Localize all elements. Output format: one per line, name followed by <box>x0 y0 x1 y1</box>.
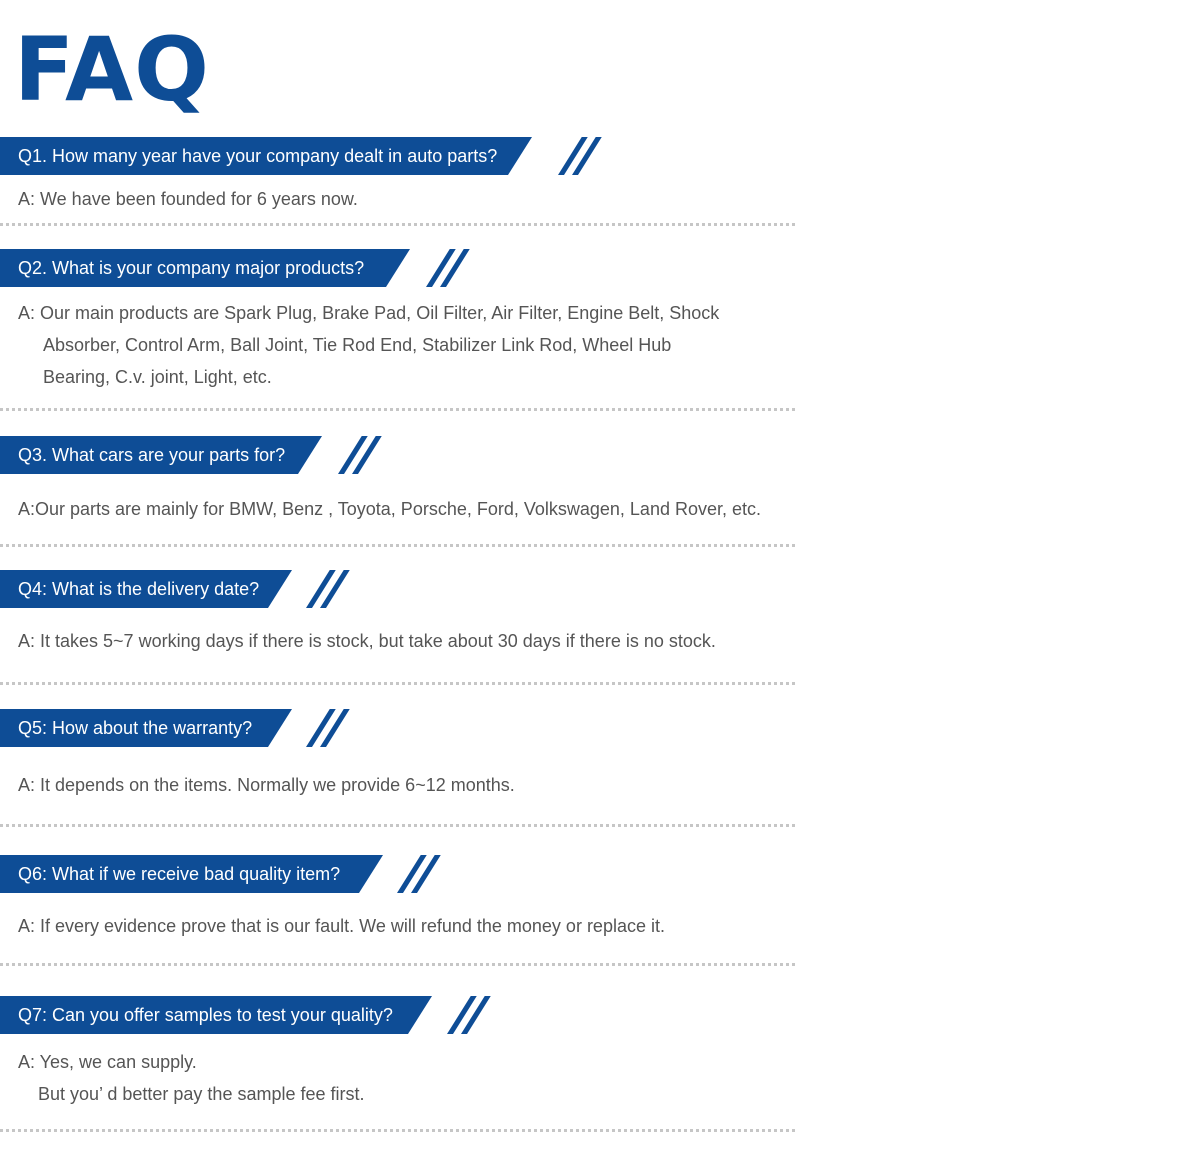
divider <box>0 1129 795 1132</box>
answer-line: A: It depends on the items. Normally we provide 6~12 months. <box>18 775 515 795</box>
answer-line: But you’ d better pay the sample fee first. <box>38 1084 365 1104</box>
stripe-decoration <box>320 709 350 747</box>
answer-text <box>18 183 358 215</box>
answer-text <box>18 1046 365 1110</box>
divider <box>0 682 795 685</box>
question-text: Q6: What if we receive bad quality item? <box>18 864 341 884</box>
question-text: Q2. What is your company major products? <box>18 258 365 278</box>
stripe-decoration <box>572 137 602 175</box>
stripe-decoration <box>411 855 441 893</box>
divider <box>0 223 795 226</box>
stripe-decoration <box>352 436 382 474</box>
stripe-decoration <box>440 249 470 287</box>
question-text: Q1. How many year have your company dealt in auto parts? <box>18 146 498 166</box>
answer-line: A: Our main products are Spark Plug, Brake Pad, Oil Filter, Air Filter, Engine Belt, Shock <box>18 303 720 323</box>
question-text: Q4: What is the delivery date? <box>18 579 260 599</box>
answer-line: A: We have been founded for 6 years now. <box>18 189 358 209</box>
question-banner-4 <box>0 570 350 608</box>
question-banner-3 <box>0 436 380 474</box>
question-banner-6 <box>0 855 440 893</box>
divider <box>0 544 795 547</box>
divider <box>0 824 795 827</box>
answer-text <box>18 910 665 942</box>
answer-text <box>18 297 719 393</box>
stripe-decoration <box>461 996 491 1034</box>
question-banner-5 <box>0 709 350 747</box>
answer-line: Bearing, C.v. joint, Light, etc. <box>43 367 272 387</box>
answer-line: A:Our parts are mainly for BMW, Benz , Toyota, Porsche, Ford, Volkswagen, Land Rover, etc. <box>18 499 762 519</box>
question-banner-1 <box>0 137 600 175</box>
answer-line: A: Yes, we can supply. <box>18 1052 197 1072</box>
answer-line: A: If every evidence prove that is our fault. We will refund the money or replace it. <box>18 916 665 936</box>
answer-text <box>18 493 761 525</box>
answer-line: Absorber, Control Arm, Ball Joint, Tie Rod End, Stabilizer Link Rod, Wheel Hub <box>43 335 672 355</box>
divider <box>0 408 795 411</box>
answer-line: A: It takes 5~7 working days if there is stock, but take about 30 days if there is no stock. <box>18 631 716 651</box>
answer-text <box>18 769 515 801</box>
stripe-decoration <box>320 570 350 608</box>
question-text: Q3. What cars are your parts for? <box>18 445 286 465</box>
question-text: Q7: Can you offer samples to test your quality? <box>18 1005 393 1025</box>
divider <box>0 963 795 966</box>
page-title: FAQ <box>14 18 210 121</box>
question-banner-2 <box>0 249 470 287</box>
question-banner-7 <box>0 996 490 1034</box>
question-text: Q5: How about the warranty? <box>18 718 253 738</box>
answer-text <box>18 625 716 657</box>
